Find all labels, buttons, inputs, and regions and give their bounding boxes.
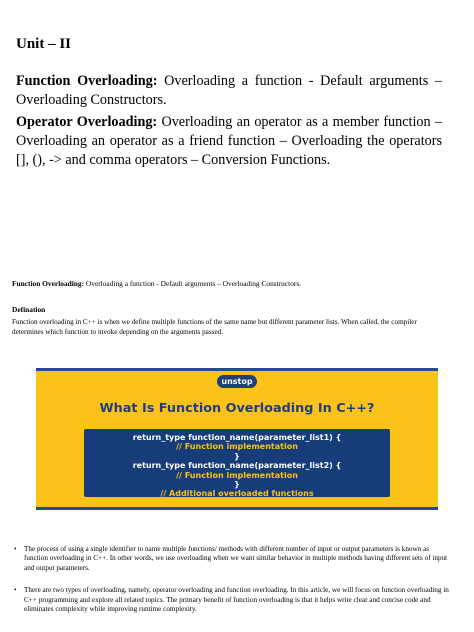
definition-heading: Defination [12, 305, 46, 314]
unit-title: Unit – II [16, 36, 72, 52]
code-comment: // Function implementation [176, 470, 298, 480]
syllabus-fo-label: Function Overloading: [16, 73, 158, 89]
function-overloading-line [12, 279, 462, 288]
code-comment: // Function implementation [176, 442, 298, 452]
function-overloading-banner [36, 368, 438, 510]
list-item-text: There are two types of overloading, namely, operator overloading and function overloading. In this article, we will focus on function overloading in C++ programming and explore all related topics. The primary benefit of function overloading is that it helps write clear and concise code and eliminates complexity while improving runtime complexity. [24, 586, 449, 614]
list-item-text: The process of using a single identifier to name multiple functions/ methods with different number of input or output parameters is known as function overloading in C++. In other words, we use overloading when we want similar behavior in multiple methods having different sets of input and output parameters. [24, 545, 448, 572]
bullet-icon: • [14, 545, 17, 553]
fo-line-text: Overloading a function - Default arguments – Overloading Constructors. [84, 279, 302, 288]
syllabus-block [16, 72, 442, 173]
definition-text: Function overloading in C++ is when we define multiple functions of the same name but different parameter lists. When called, the compiler determines which function to invoke depending on the arguments passed. [12, 318, 417, 336]
code-line: return_type function_name(parameter_list2) { [132, 461, 342, 471]
bullet-icon: • [14, 586, 17, 595]
syllabus-function-overloading [16, 72, 442, 110]
syllabus-operator-overloading [16, 113, 442, 170]
unstop-logo: unstop [217, 375, 257, 388]
syllabus-fo-text: Overloading a function - Default arguments – Overloading Constructors. [16, 73, 442, 108]
bullet-list [12, 545, 452, 614]
code-line: } [234, 451, 240, 461]
code-line: return_type function_name(parameter_list1) { [132, 433, 342, 442]
syllabus-oo-label: Operator Overloading: [16, 114, 158, 130]
banner-title: What Is Function Overloading In C++? [99, 401, 375, 416]
syllabus-oo-text: Overloading an operator as a member function – Overloading an operator as a friend function – Overloading the operators [], (), -> and comma operators – Conversion Functions. [16, 114, 442, 168]
code-line: } [234, 480, 240, 490]
code-comment: // Additional overloaded functions [160, 489, 314, 499]
list-item [12, 545, 452, 573]
code-snippet [84, 429, 390, 497]
fo-line-label: Function Overloading: [12, 279, 85, 288]
list-item [12, 586, 452, 614]
